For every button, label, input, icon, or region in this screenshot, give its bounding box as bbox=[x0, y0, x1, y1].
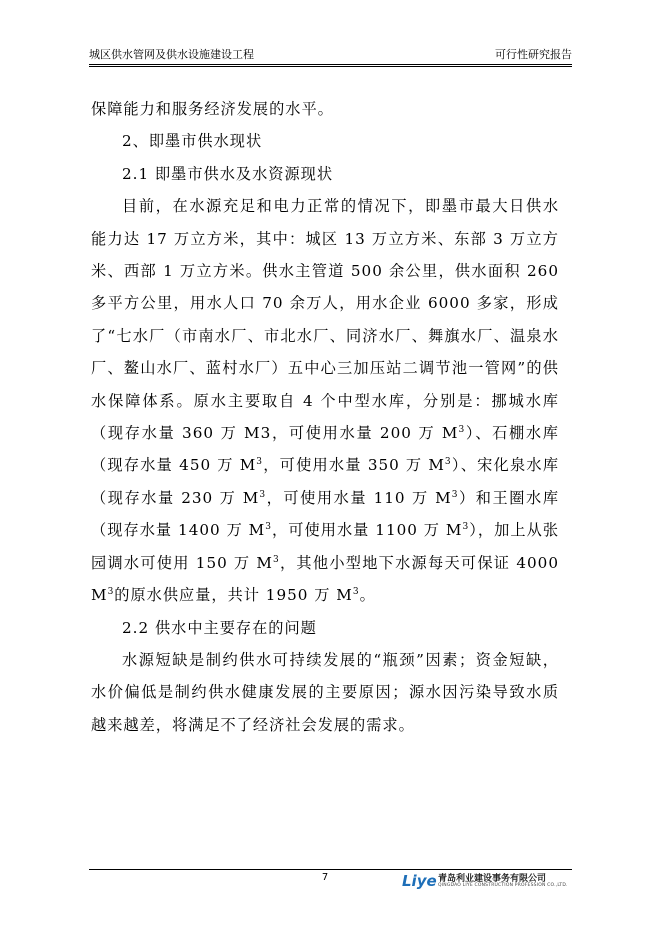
text-segment: ，可使用水量 1100 万 M bbox=[271, 521, 463, 540]
company-name-cn: 青岛利业建设事务有限公司 bbox=[438, 874, 547, 884]
text-segment: ，可使用水量 110 万 M bbox=[266, 488, 452, 507]
superscript-3: 3 bbox=[462, 522, 470, 533]
document-body bbox=[91, 93, 559, 741]
superscript-3: 3 bbox=[107, 587, 115, 598]
superscript-3: 3 bbox=[272, 554, 280, 565]
superscript-3: 3 bbox=[444, 457, 452, 468]
header-divider bbox=[89, 64, 572, 65]
superscript-3: 3 bbox=[458, 425, 466, 436]
section-heading-2-2: 2.2 供水中主要存在的问题 bbox=[122, 618, 317, 637]
text-segment: 目前，在水源充足和电力正常的情况下，即墨市最大日供水能力达 17 万立方米，其中：城区 13 万立方米、东部 3 万立方米、西部 1 万立方米。供水主管道 500 余公里，供水面积 260 多平方公里，用水人口 70 余万人，用水企业 6000 多家，形成了“七水厂（市南水厂、市北水厂、同济水厂、舞旗水厂、温泉水厂、鳌山水厂、蓝村水厂）五中心三加压站二调节池一管网”的供水保障体系。原水主要取自 4 个中型水库，分别是：挪城水库（现存水量 360 万 M3，可使用水量 200 万 M bbox=[91, 197, 559, 443]
text-segment: ）和王圈水库（现存水量 1400 万 M bbox=[91, 488, 560, 540]
logo-mark: Liye bbox=[402, 872, 437, 890]
footer-divider bbox=[89, 869, 572, 870]
paragraph-continued: 保障能力和服务经济发展的水平。 bbox=[91, 100, 334, 118]
header-divider-secondary bbox=[89, 66, 572, 67]
header-report-type: 可行性研究报告 bbox=[495, 48, 572, 61]
superscript-3: 3 bbox=[256, 457, 263, 468]
header-project-title: 城区供水管网及供水设施建设工程 bbox=[89, 48, 254, 61]
company-name-en: QINGDAO LIYE CONSTRUCTION PROFESSION CO.,LTD. bbox=[438, 883, 568, 888]
paragraph-supply-problems: 水源短缺是制约供水可持续发展的“瓶颈”因素；资金短缺，水价偏低是制约供水健康发展的主要原因；源水因污染导致水质越来越差，将满足不了经济社会发展的需求。 bbox=[91, 650, 559, 734]
superscript-3: 3 bbox=[352, 587, 360, 598]
text-segment: ）、宋化泉水库（现存水量 230 万 M bbox=[91, 456, 560, 507]
page-header bbox=[89, 44, 572, 62]
section-heading-2-1: 2.1 即墨市供水及水资源现状 bbox=[122, 164, 334, 183]
paragraph-water-supply-status bbox=[91, 190, 559, 611]
text-segment: ）、石棚水库（现存水量 450 万 M bbox=[91, 424, 559, 475]
superscript-3: 3 bbox=[451, 489, 459, 500]
text-segment: 的原水供应量，共计 1950 万 M bbox=[114, 586, 353, 605]
text-segment: ），加上从张园调水可使用 150 万 M bbox=[91, 521, 560, 572]
superscript-3: 3 bbox=[259, 489, 267, 500]
superscript-3: 3 bbox=[265, 522, 272, 533]
text-segment: ，其他小型地下水源每天可保证 4000 M bbox=[91, 553, 559, 605]
text-segment: ，可使用水量 350 万 M bbox=[263, 456, 445, 475]
company-logo bbox=[402, 871, 572, 893]
text-segment: 。 bbox=[359, 586, 376, 605]
section-heading-2: 2、即墨市供水现状 bbox=[122, 132, 263, 151]
page-number: 7 bbox=[321, 872, 329, 883]
